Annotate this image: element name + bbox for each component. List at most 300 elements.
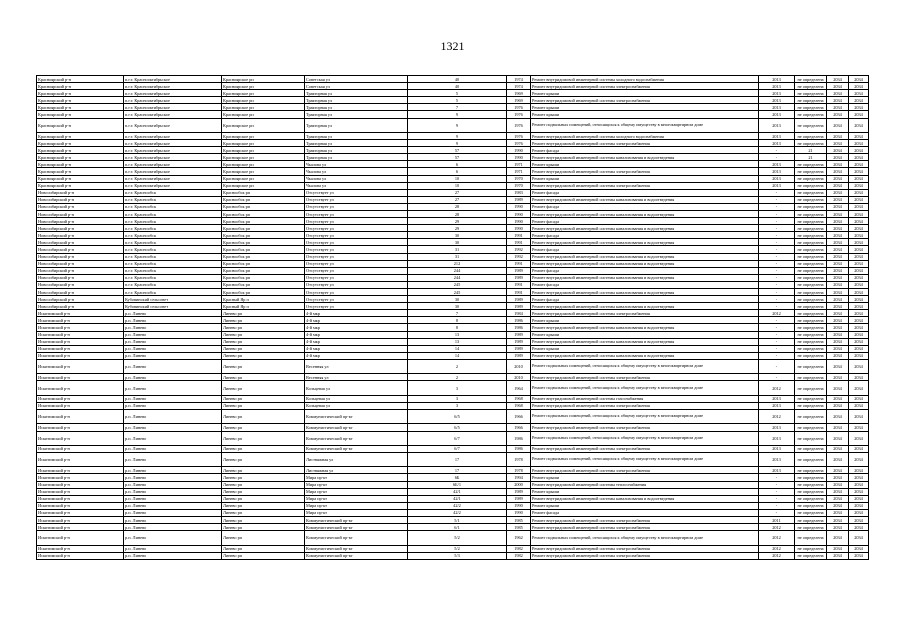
cost-cell: не определена xyxy=(795,161,827,168)
plan-end-cell: 2034 xyxy=(849,395,869,402)
year-built-cell: 1990 xyxy=(507,225,531,232)
street-cell: Весенняя ул xyxy=(305,374,408,381)
plan-end-cell: 2034 xyxy=(849,331,869,338)
privatization-year-cell: - xyxy=(759,509,795,516)
year-built-cell: 2010 xyxy=(507,374,531,381)
district-cell: Новосибирский р-н xyxy=(37,246,124,253)
locality-cell: Краснообск рп xyxy=(222,289,305,296)
district-cell: Красноярский р-н xyxy=(37,161,124,168)
table-row xyxy=(37,381,869,395)
table-row xyxy=(37,76,869,83)
work-type-cell: Ремонт внутридомовой инженерной системы электроснабжения xyxy=(531,310,759,317)
locality-cell: Линево рп xyxy=(222,352,305,359)
plan-start-cell: 2034 xyxy=(827,260,849,267)
district-cell: Искитимский р-н xyxy=(37,395,124,402)
settlement-cell: п.г.т. Краснообск xyxy=(124,203,222,210)
street-cell: Тракторная ул xyxy=(305,132,408,139)
work-type-cell: Ремонт подвальных помещений, относящихся к общему имуществу в многоквартирном доме xyxy=(531,452,759,466)
table-row xyxy=(37,274,869,281)
privatization-year-cell: - xyxy=(759,260,795,267)
table-row xyxy=(37,402,869,409)
year-built-cell: 1991 xyxy=(507,239,531,246)
table-row xyxy=(37,509,869,516)
year-built-cell: 1989 xyxy=(507,345,531,352)
district-cell: Искитимский р-н xyxy=(37,445,124,452)
locality-cell: Линево рп xyxy=(222,310,305,317)
table-row xyxy=(37,374,869,381)
year-built-cell: 1968 xyxy=(507,402,531,409)
house-number-cell: 40 xyxy=(408,83,507,90)
plan-start-cell: 2034 xyxy=(827,502,849,509)
house-number-cell: 42/1 xyxy=(408,488,507,495)
privatization-year-cell: - xyxy=(759,345,795,352)
cost-cell: не определена xyxy=(795,118,827,132)
locality-cell: Красноярское рп xyxy=(222,104,305,111)
cost-cell: не определена xyxy=(795,331,827,338)
district-cell: Искитимский р-н xyxy=(37,481,124,488)
plan-start-cell: 2034 xyxy=(827,140,849,147)
plan-start-cell: 2034 xyxy=(827,545,849,552)
district-cell: Искитимский р-н xyxy=(37,524,124,531)
year-built-cell: 1990 xyxy=(507,509,531,516)
locality-cell: Красноярское рп xyxy=(222,147,305,154)
privatization-year-cell: 2013 xyxy=(759,104,795,111)
cost-cell: не определена xyxy=(795,296,827,303)
work-type-cell: Ремонт внутридомовой инженерной системы канализования и водоотведения xyxy=(531,210,759,217)
plan-start-cell: 2034 xyxy=(827,168,849,175)
cost-cell: не определена xyxy=(795,467,827,474)
cost-cell: не определена xyxy=(795,317,827,324)
work-type-cell: Ремонт крыши xyxy=(531,502,759,509)
street-cell: Отсутствует ул xyxy=(305,303,408,310)
cost-cell: не определена xyxy=(795,545,827,552)
table-row xyxy=(37,232,869,239)
work-type-cell: Ремонт подвальных помещений, относящихся к общему имуществу в многоквартирном доме xyxy=(531,531,759,545)
table-row xyxy=(37,267,869,274)
settlement-cell: п.г.т. Краснообск xyxy=(124,281,222,288)
street-cell: Отсутствует ул xyxy=(305,246,408,253)
privatization-year-cell: 2013 xyxy=(759,111,795,118)
year-built-cell: 2010 xyxy=(507,359,531,373)
district-cell: Искитимский р-н xyxy=(37,381,124,395)
plan-end-cell: 2034 xyxy=(849,232,869,239)
year-built-cell: 1989 xyxy=(507,331,531,338)
plan-end-cell: 2034 xyxy=(849,196,869,203)
plan-start-cell: 2034 xyxy=(827,303,849,310)
locality-cell: Линево рп xyxy=(222,509,305,516)
plan-end-cell: 2034 xyxy=(849,296,869,303)
locality-cell: Линево рп xyxy=(222,495,305,502)
plan-end-cell: 2034 xyxy=(849,225,869,232)
cost-cell: не определена xyxy=(795,132,827,139)
cost-cell: не определена xyxy=(795,395,827,402)
locality-cell: Линево рп xyxy=(222,531,305,545)
locality-cell: Линево рп xyxy=(222,524,305,531)
house-number-cell: 28 xyxy=(408,210,507,217)
privatization-year-cell: - xyxy=(759,281,795,288)
year-built-cell: 1990 xyxy=(507,502,531,509)
settlement-cell: р.п. Линево xyxy=(124,345,222,352)
locality-cell: Линево рп xyxy=(222,517,305,524)
district-cell: Новосибирский р-н xyxy=(37,189,124,196)
plan-start-cell: 2034 xyxy=(827,274,849,281)
locality-cell: Краснообск рп xyxy=(222,189,305,196)
plan-end-cell: 2034 xyxy=(849,310,869,317)
settlement-cell: р.п. Линево xyxy=(124,352,222,359)
locality-cell: Красноярское рп xyxy=(222,132,305,139)
work-type-cell: Ремонт крыши xyxy=(531,90,759,97)
cost-cell: не определена xyxy=(795,531,827,545)
table-row xyxy=(37,431,869,445)
work-type-cell: Ремонт фасада xyxy=(531,246,759,253)
locality-cell: Краснообск рп xyxy=(222,196,305,203)
cost-cell: не определена xyxy=(795,289,827,296)
cost-cell: не определена xyxy=(795,402,827,409)
settlement-cell: п.г.т. Краснообск xyxy=(124,239,222,246)
district-cell: Новосибирский р-н xyxy=(37,274,124,281)
district-cell: Искитимский р-н xyxy=(37,317,124,324)
work-type-cell: Ремонт подвальных помещений, относящихся к общему имуществу в многоквартирном доме xyxy=(531,431,759,445)
plan-start-cell: 2034 xyxy=(827,147,849,154)
settlement-cell: р.п. Линево xyxy=(124,331,222,338)
work-type-cell: Ремонт крыши xyxy=(531,104,759,111)
house-number-cell: 57 xyxy=(408,154,507,161)
street-cell: Коммунистический пр-кт xyxy=(305,531,408,545)
work-type-cell: Ремонт фасада xyxy=(531,203,759,210)
settlement-cell: р.п. Линево xyxy=(124,452,222,466)
plan-start-cell: 2034 xyxy=(827,395,849,402)
plan-end-cell: 2034 xyxy=(849,104,869,111)
plan-start-cell: 2034 xyxy=(827,331,849,338)
house-number-cell: 13 xyxy=(408,338,507,345)
plan-end-cell: 2034 xyxy=(849,495,869,502)
plan-end-cell: 2034 xyxy=(849,161,869,168)
plan-end-cell: 2034 xyxy=(849,147,869,154)
table-row xyxy=(37,424,869,431)
cost-cell: не определена xyxy=(795,474,827,481)
plan-start-cell: 2034 xyxy=(827,203,849,210)
street-cell: Отсутствует ул xyxy=(305,296,408,303)
plan-start-cell: 2034 xyxy=(827,104,849,111)
district-cell: Красноярский р-н xyxy=(37,76,124,83)
district-cell: Искитимский р-н xyxy=(37,374,124,381)
plan-start-cell: 2034 xyxy=(827,424,849,431)
street-cell: Отсутствует ул xyxy=(305,281,408,288)
locality-cell: Красноярское рп xyxy=(222,168,305,175)
plan-start-cell: 2034 xyxy=(827,481,849,488)
settlement-cell: р.п. Линево xyxy=(124,374,222,381)
plan-end-cell: 2034 xyxy=(849,281,869,288)
locality-cell: Линево рп xyxy=(222,381,305,395)
settlement-cell: Кубовинский сельсовет xyxy=(124,296,222,303)
street-cell: Коммунистический пр-кт xyxy=(305,445,408,452)
house-number-cell: 6/7 xyxy=(408,431,507,445)
work-type-cell: Ремонт подвальных помещений, относящихся к общему имуществу в многоквартирном доме xyxy=(531,381,759,395)
settlement-cell: р.п. Линево xyxy=(124,509,222,516)
settlement-cell: р.п. Линево xyxy=(124,488,222,495)
work-type-cell: Ремонт подвальных помещений, относящихся к общему имуществу в многоквартирном доме xyxy=(531,410,759,424)
settlement-cell: п.г.т. Краснообск xyxy=(124,225,222,232)
house-number-cell: 5/3 xyxy=(408,552,507,559)
locality-cell: Краснообск рп xyxy=(222,232,305,239)
locality-cell: Краснообск рп xyxy=(222,210,305,217)
street-cell: Коммунистический пр-кт xyxy=(305,552,408,559)
table-row xyxy=(37,246,869,253)
district-cell: Красноярский р-н xyxy=(37,132,124,139)
street-cell: Мира пр-кт xyxy=(305,481,408,488)
year-built-cell: 1976 xyxy=(507,132,531,139)
work-type-cell: Ремонт крыши xyxy=(531,331,759,338)
street-cell: 4-й мкр xyxy=(305,317,408,324)
street-cell: Коммунистический пр-кт xyxy=(305,545,408,552)
cost-cell: не определена xyxy=(795,246,827,253)
work-type-cell: Ремонт внутридомовой инженерной системы газоснабжения xyxy=(531,395,759,402)
house-number-cell: 10 xyxy=(408,175,507,182)
house-number-cell: 30 xyxy=(408,303,507,310)
table-row xyxy=(37,210,869,217)
table-row xyxy=(37,140,869,147)
cost-cell: не определена xyxy=(795,552,827,559)
district-cell: Новосибирский р-н xyxy=(37,260,124,267)
district-cell: Новосибирский р-н xyxy=(37,203,124,210)
plan-start-cell: 2034 xyxy=(827,132,849,139)
settlement-cell: п.г.т. Краснооктябрьское xyxy=(124,118,222,132)
year-built-cell: 1976 xyxy=(507,104,531,111)
privatization-year-cell: - xyxy=(759,246,795,253)
house-number-cell: 6Б xyxy=(408,474,507,481)
street-cell: Тракторная ул xyxy=(305,140,408,147)
cost-cell: не определена xyxy=(795,274,827,281)
cost-cell: не определена xyxy=(795,76,827,83)
privatization-year-cell: - xyxy=(759,303,795,310)
locality-cell: Линево рп xyxy=(222,552,305,559)
house-number-cell: 9 xyxy=(408,111,507,118)
year-built-cell: 1990 xyxy=(507,210,531,217)
plan-start-cell: 2034 xyxy=(827,402,849,409)
table-row xyxy=(37,317,869,324)
privatization-year-cell: - xyxy=(759,296,795,303)
year-built-cell: 1971 xyxy=(507,168,531,175)
cost-cell: не определена xyxy=(795,111,827,118)
locality-cell: Линево рп xyxy=(222,424,305,431)
plan-start-cell: 2034 xyxy=(827,246,849,253)
cost-cell: не определена xyxy=(795,359,827,373)
cost-cell: не определена xyxy=(795,225,827,232)
district-cell: Искитимский р-н xyxy=(37,402,124,409)
locality-cell: Линево рп xyxy=(222,488,305,495)
privatization-year-cell: 2013 xyxy=(759,431,795,445)
privatization-year-cell: - xyxy=(759,352,795,359)
plan-end-cell: 2034 xyxy=(849,352,869,359)
cost-cell: не определена xyxy=(795,281,827,288)
year-built-cell: 1990 xyxy=(507,154,531,161)
work-type-cell: Ремонт внутридомовой инженерной системы электроснабжения xyxy=(531,424,759,431)
district-cell: Искитимский р-н xyxy=(37,488,124,495)
table-row xyxy=(37,338,869,345)
house-number-cell: 27 xyxy=(408,189,507,196)
work-type-cell: Ремонт внутридомовой инженерной системы электроснабжения xyxy=(531,524,759,531)
locality-cell: Красноярское рп xyxy=(222,161,305,168)
locality-cell: Красноярское рп xyxy=(222,118,305,132)
house-number-cell: 27 xyxy=(408,196,507,203)
locality-cell: Красноярское рп xyxy=(222,97,305,104)
plan-start-cell: 2034 xyxy=(827,531,849,545)
locality-cell: Линево рп xyxy=(222,410,305,424)
street-cell: Отсутствует ул xyxy=(305,260,408,267)
work-type-cell: Ремонт внутридомовой инженерной системы электроснабжения xyxy=(531,445,759,452)
year-built-cell: 1986 xyxy=(507,445,531,452)
plan-end-cell: 2034 xyxy=(849,303,869,310)
settlement-cell: п.г.т. Краснообск xyxy=(124,289,222,296)
house-number-cell: 3 xyxy=(408,402,507,409)
settlement-cell: п.г.т. Краснообск xyxy=(124,274,222,281)
locality-cell: Линево рп xyxy=(222,474,305,481)
district-cell: Красноярский р-н xyxy=(37,90,124,97)
plan-end-cell: 2034 xyxy=(849,203,869,210)
plan-end-cell: 2034 xyxy=(849,324,869,331)
year-built-cell: 1989 xyxy=(507,352,531,359)
street-cell: Тракторная ул xyxy=(305,90,408,97)
cost-cell: не определена xyxy=(795,324,827,331)
settlement-cell: п.г.т. Краснооктябрьское xyxy=(124,161,222,168)
cost-cell: не определена xyxy=(795,90,827,97)
year-built-cell: 1982 xyxy=(507,552,531,559)
locality-cell: Краснообск рп xyxy=(222,253,305,260)
work-type-cell: Ремонт подвальных помещений, относящихся к общему имуществу в многоквартирном доме xyxy=(531,359,759,373)
house-number-cell: 6/5 xyxy=(408,410,507,424)
house-number-cell: 6 xyxy=(408,161,507,168)
house-number-cell: 5 xyxy=(408,90,507,97)
locality-cell: Краснообск рп xyxy=(222,225,305,232)
table-row xyxy=(37,218,869,225)
house-number-cell: 7 xyxy=(408,104,507,111)
work-type-cell: Ремонт внутридомовой инженерной системы электроснабжения xyxy=(531,517,759,524)
cost-cell: не определена xyxy=(795,452,827,466)
work-type-cell: Ремонт внутридомовой инженерной системы теплоснабжения xyxy=(531,481,759,488)
settlement-cell: п.г.т. Краснообск xyxy=(124,246,222,253)
street-cell: Тракторная ул xyxy=(305,111,408,118)
plan-end-cell: 2034 xyxy=(849,111,869,118)
plan-start-cell: 2034 xyxy=(827,410,849,424)
privatization-year-cell: 2012 xyxy=(759,410,795,424)
locality-cell: Линево рп xyxy=(222,324,305,331)
settlement-cell: р.п. Линево xyxy=(124,467,222,474)
privatization-year-cell: 2012 xyxy=(759,310,795,317)
settlement-cell: п.г.т. Краснооктябрьское xyxy=(124,154,222,161)
cost-cell: не определена xyxy=(795,182,827,189)
street-cell: 4-й мкр xyxy=(305,324,408,331)
district-cell: Искитимский р-н xyxy=(37,502,124,509)
work-type-cell: Ремонт внутридомовой инженерной системы канализования и водоотведения xyxy=(531,154,759,161)
plan-end-cell: 2034 xyxy=(849,452,869,466)
street-cell: Кольцевая ул xyxy=(305,381,408,395)
year-built-cell: 1991 xyxy=(507,260,531,267)
table-row xyxy=(37,281,869,288)
district-cell: Красноярский р-н xyxy=(37,97,124,104)
privatization-year-cell: - xyxy=(759,210,795,217)
year-built-cell: 1969 xyxy=(507,97,531,104)
settlement-cell: п.г.т. Краснообск xyxy=(124,189,222,196)
cost-cell: не определена xyxy=(795,481,827,488)
settlement-cell: р.п. Линево xyxy=(124,395,222,402)
street-cell: Советская ул xyxy=(305,83,408,90)
work-type-cell: Ремонт крыши xyxy=(531,345,759,352)
privatization-year-cell: - xyxy=(759,239,795,246)
district-cell: Красноярский р-н xyxy=(37,182,124,189)
year-built-cell: 1974 xyxy=(507,76,531,83)
plan-end-cell: 2034 xyxy=(849,431,869,445)
year-built-cell: 1992 xyxy=(507,253,531,260)
street-cell: Тракторная ул xyxy=(305,154,408,161)
locality-cell: Красноярское рп xyxy=(222,76,305,83)
cost-cell: не определена xyxy=(795,239,827,246)
settlement-cell: п.г.т. Краснооктябрьское xyxy=(124,175,222,182)
locality-cell: Линево рп xyxy=(222,502,305,509)
district-cell: Искитимский р-н xyxy=(37,495,124,502)
table-row xyxy=(37,111,869,118)
house-number-cell: 30 xyxy=(408,296,507,303)
district-cell: Красноярский р-н xyxy=(37,140,124,147)
plan-end-cell: 2034 xyxy=(849,83,869,90)
street-cell: 4-й мкр xyxy=(305,345,408,352)
street-cell: 4-й мкр xyxy=(305,331,408,338)
cost-cell: не определена xyxy=(795,374,827,381)
privatization-year-cell: - xyxy=(759,481,795,488)
work-type-cell: Ремонт внутридомовой инженерной системы электроснабжения xyxy=(531,140,759,147)
locality-cell: Краснообск рп xyxy=(222,281,305,288)
locality-cell: Линево рп xyxy=(222,359,305,373)
street-cell: 4-й мкр xyxy=(305,310,408,317)
cost-cell: не определена xyxy=(795,410,827,424)
cost-cell: не определена xyxy=(795,345,827,352)
settlement-cell: п.г.т. Краснооктябрьское xyxy=(124,104,222,111)
settlement-cell: р.п. Линево xyxy=(124,474,222,481)
plan-end-cell: 2034 xyxy=(849,488,869,495)
district-cell: Красноярский р-н xyxy=(37,147,124,154)
house-number-cell: 10 xyxy=(408,182,507,189)
table-row xyxy=(37,552,869,559)
house-number-cell: 2 xyxy=(408,374,507,381)
street-cell: Отсутствует ул xyxy=(305,239,408,246)
work-type-cell: Ремонт внутридомовой инженерной системы электроснабжения xyxy=(531,552,759,559)
plan-start-cell: 2034 xyxy=(827,474,849,481)
street-cell: Листвяжная ул xyxy=(305,467,408,474)
plan-start-cell: 2034 xyxy=(827,253,849,260)
cost-cell: не определена xyxy=(795,83,827,90)
district-cell: Новосибирский р-н xyxy=(37,225,124,232)
privatization-year-cell: 2013 xyxy=(759,76,795,83)
work-type-cell: Ремонт внутридомовой инженерной системы электроснабжения xyxy=(531,182,759,189)
plan-end-cell: 2034 xyxy=(849,445,869,452)
table-row xyxy=(37,545,869,552)
district-cell: Новосибирский р-н xyxy=(37,289,124,296)
cost-cell: не определена xyxy=(795,218,827,225)
cost-cell: не определена xyxy=(795,168,827,175)
locality-cell: Красный Яр п xyxy=(222,296,305,303)
cost-cell: не определена xyxy=(795,517,827,524)
locality-cell: Красноярское рп xyxy=(222,154,305,161)
privatization-year-cell: - xyxy=(759,338,795,345)
year-built-cell: 1976 xyxy=(507,118,531,132)
plan-start-cell: 2034 xyxy=(827,76,849,83)
plan-end-cell: 2034 xyxy=(849,289,869,296)
house-number-cell: 42/1 xyxy=(408,495,507,502)
plan-start-cell: 2034 xyxy=(827,218,849,225)
plan-end-cell: 2034 xyxy=(849,317,869,324)
year-built-cell: 1966 xyxy=(507,410,531,424)
cost-cell: не определена xyxy=(795,424,827,431)
work-type-cell: Ремонт внутридомовой инженерной системы канализования и водоотведения xyxy=(531,352,759,359)
